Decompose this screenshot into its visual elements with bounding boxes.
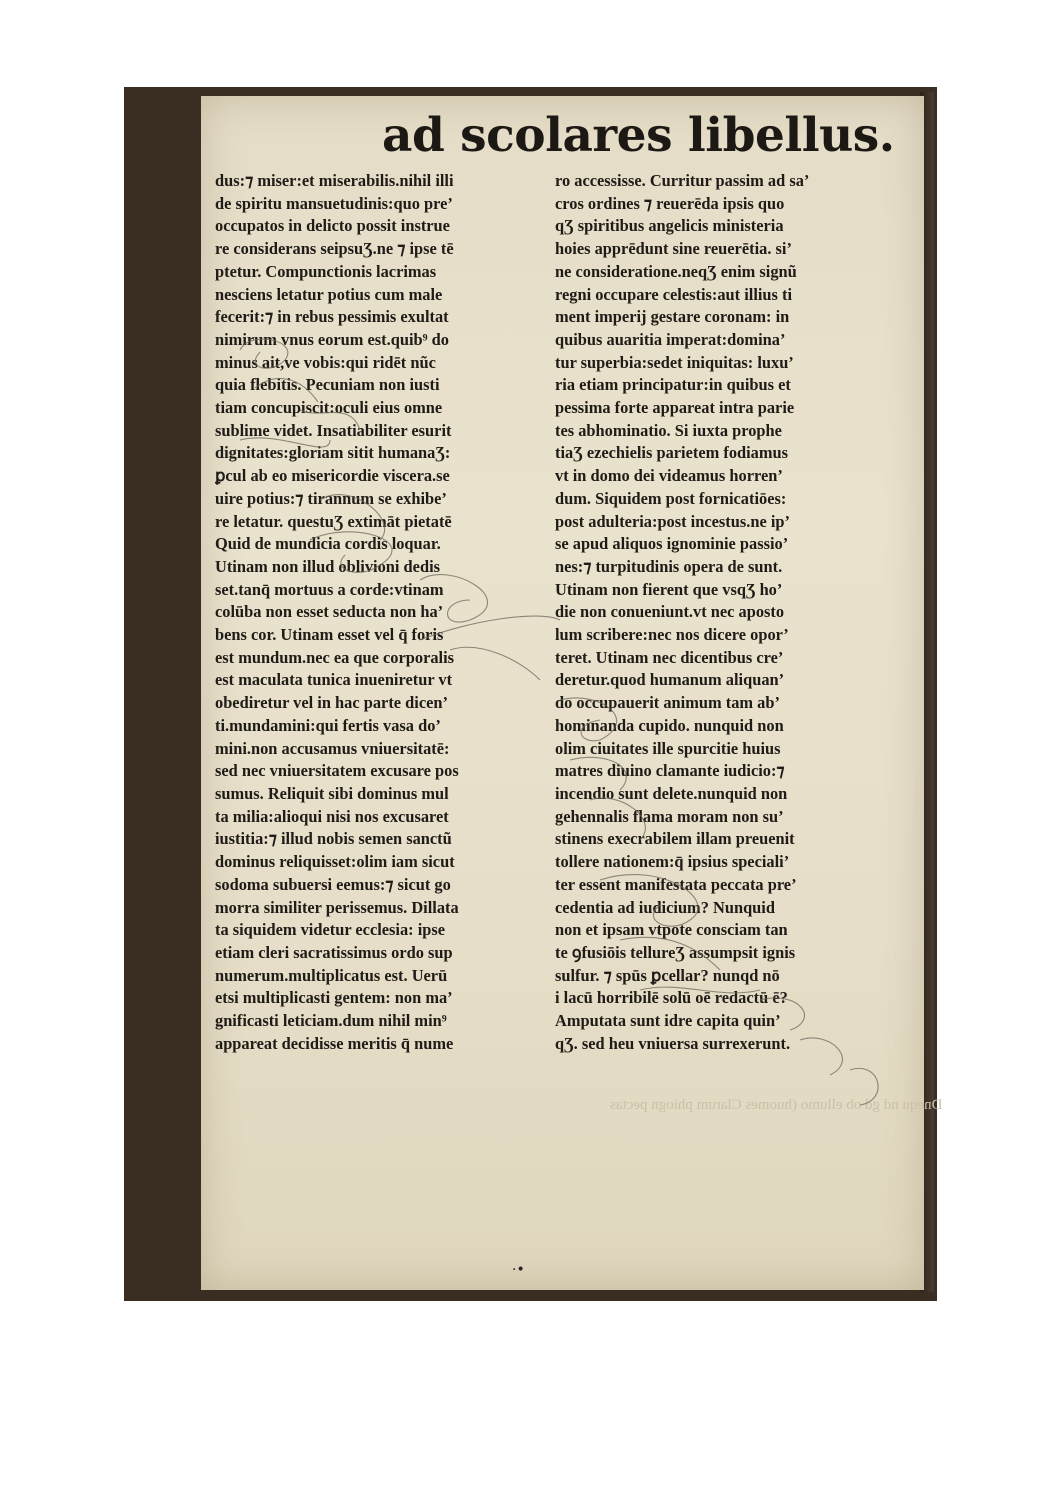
text-line: etsi multiplicasti gentem: non ma’: [215, 988, 453, 1008]
text-line: non et ipsam vtpote consciam tan: [555, 920, 788, 940]
text-line: tollere nationem:q̄ ipsius speciali’: [555, 852, 790, 872]
text-line: hominanda cupido. nunquid non: [555, 715, 784, 735]
text-line: appareat decidisse meritis q̄ nume: [215, 1033, 454, 1053]
text-line: ter essent manifestata peccata pre’: [555, 874, 797, 894]
text-line: do occupauerit animum tam ab’: [555, 693, 780, 713]
text-line: re letatur. questuƷ extimāt pietatē: [215, 511, 452, 531]
text-line: Amputata sunt idre capita quin’: [555, 1011, 781, 1031]
text-line: ti.mundamini:qui fertis vasa do’: [215, 715, 441, 735]
text-line: te ꝯfusiōis tellureƷ assumpsit ignis: [555, 942, 796, 962]
text-line: olim ciuitates ille spurcitie huius: [555, 738, 781, 758]
text-line: ta siquidem videtur ecclesia: ipse: [215, 920, 446, 940]
text-line: gehennalis flama moram non su’: [555, 806, 784, 826]
text-line: tes abhominatio. Si iuxta prophe: [555, 420, 782, 440]
text-line: Quid de mundicia cordis loquar.: [215, 534, 441, 554]
text-line: ment imperij gestare coronam: in: [555, 307, 790, 327]
folio-mark: ·•: [512, 1262, 525, 1278]
text-line: tur superbia:sedet iniquitas: luxu’: [555, 352, 794, 372]
text-line: obediretur vel in hac parte dicen’: [215, 693, 448, 713]
text-line: sublime videt. Insatiabiliter esurit: [215, 420, 452, 440]
text-line: sulfur. ⁊ spūs ꝑcellar? nunqd nō: [555, 965, 780, 985]
text-line: dignitates:gloriam sitit humanaƷ:: [215, 443, 451, 463]
text-line: nesciens letatur potius cum male: [215, 284, 443, 304]
text-line: dus:⁊ miser:et miserabilis.nihil illi: [215, 171, 454, 190]
text-line: cros ordines ⁊ reuerēda ipsis quo: [555, 193, 785, 213]
text-line: nimirum vnus eorum est.quib⁹ do: [215, 329, 449, 349]
text-line: etiam cleri sacratissimus ordo sup: [215, 942, 453, 962]
text-line: se apud aliquos ignominie passio’: [555, 534, 789, 554]
text-line: i lacū horribilē solū oē redactū ē?: [555, 988, 788, 1008]
text-line: teret. Utinam nec dicentibus cre’: [555, 647, 784, 667]
text-line: ptetur. Compunctionis lacrimas: [215, 261, 437, 281]
text-line: est maculata tunica inueniretur vt: [215, 670, 453, 690]
text-line: mini.non accusamus vniuersitatē:: [215, 738, 450, 758]
text-line: dominus reliquisset:olim iam sicut: [215, 852, 455, 872]
text-line: tiaƷ ezechielis parietem fodiamus: [555, 443, 789, 463]
text-line: sodoma subuersi eemus:⁊ sicut go: [215, 874, 451, 894]
text-line: lum scribere:nec nos dicere opor’: [555, 625, 789, 645]
text-line: sed nec vniuersitatem excusare pos: [215, 761, 459, 781]
text-line: ro accessisse. Curritur passim ad sa’: [555, 171, 810, 190]
text-line: occupatos in delicto possit instrue: [215, 216, 450, 236]
text-line: post adulteria:post incestus.ne ip’: [555, 511, 790, 531]
text-line: gnificasti leticiam.dum nihil min⁹: [215, 1011, 447, 1031]
text-line: ne consideratione.neqƷ enim signũ: [555, 261, 797, 281]
text-line: qƷ spiritibus angelicis ministeria: [555, 216, 784, 236]
text-line: bens cor. Utinam esset vel q̄ foris: [215, 625, 444, 645]
text-line: tiam concupiscit:oculi eius omne: [215, 398, 443, 418]
text-line: vt in domo dei videamus horren’: [555, 466, 783, 486]
text-line: re considerans seipsuƷ.ne ⁊ ipse tē: [215, 239, 454, 259]
text-line: numerum.multiplicatus est. Uerū: [215, 965, 448, 985]
text-line: Utinam non fierent que vsqƷ ho’: [555, 579, 783, 599]
text-line: ta milia:alioqui nisi nos excusaret: [215, 806, 449, 826]
text-line: colūba non esset seducta non ha’: [215, 602, 444, 622]
text-line: regni occupare celestis:aut illius ti: [555, 284, 793, 304]
text-line: uire potius:⁊ tirannum se exhibe’: [215, 488, 447, 508]
text-line: dum. Siquidem post fornicatiōes:: [555, 488, 787, 508]
text-line: fecerit:⁊ in rebus pessimis exultat: [215, 307, 449, 327]
text-line: qƷ. sed heu vniuersa surrexerunt.: [555, 1033, 791, 1053]
text-line: minus ait,ve vobis:qui ridēt nũc: [215, 352, 436, 372]
text-column-right: [555, 170, 885, 1055]
text-line: deretur.quod humanum aliquan’: [555, 670, 785, 690]
show-through-text: Dnequ nd gd ob ellumo (huomes Clarum phiogn pectas: [610, 1097, 943, 1113]
text-line: set.tanq̄ mortuus a corde:vtinam: [215, 579, 444, 599]
text-line: nes:⁊ turpitudinis opera de sunt.: [555, 556, 783, 576]
text-line: incendio sunt delete.nunquid non: [555, 783, 788, 803]
text-line: morra similiter perissemus. Dillata: [215, 897, 459, 917]
text-line: die non conueniunt.vt nec aposto: [555, 602, 785, 622]
text-line: quibus auaritia imperat:domina’: [555, 329, 786, 349]
text-line: hoies apprēdunt sine reuerētia. si’: [555, 239, 792, 259]
text-line: quia flebitis. Pecuniam non iusti: [215, 375, 440, 395]
text-line: stinens execrabilem illam preuenit: [555, 829, 795, 849]
text-line: pessima forte appareat intra parie: [555, 398, 795, 418]
text-line: iustitia:⁊ illud nobis semen sanctũ: [215, 829, 452, 849]
text-line: ꝑcul ab eo misericordie viscera.se: [215, 466, 450, 486]
text-line: sumus. Reliquit sibi dominus mul: [215, 783, 449, 803]
text-line: de spiritu mansuetudinis:quo pre’: [215, 193, 453, 213]
text-column-left: [215, 170, 545, 1055]
text-line: matres diuino clamante iudicio:⁊: [555, 761, 785, 781]
text-line: ria etiam principatur:in quibus et: [555, 375, 791, 395]
text-line: est mundum.nec ea que corporalis: [215, 647, 455, 667]
running-head: ad scolares libellus.: [382, 108, 895, 163]
text-line: cedentia ad iudicium? Nunquid: [555, 897, 775, 917]
text-line: Utinam non illud oblivioni dedis: [215, 556, 440, 576]
